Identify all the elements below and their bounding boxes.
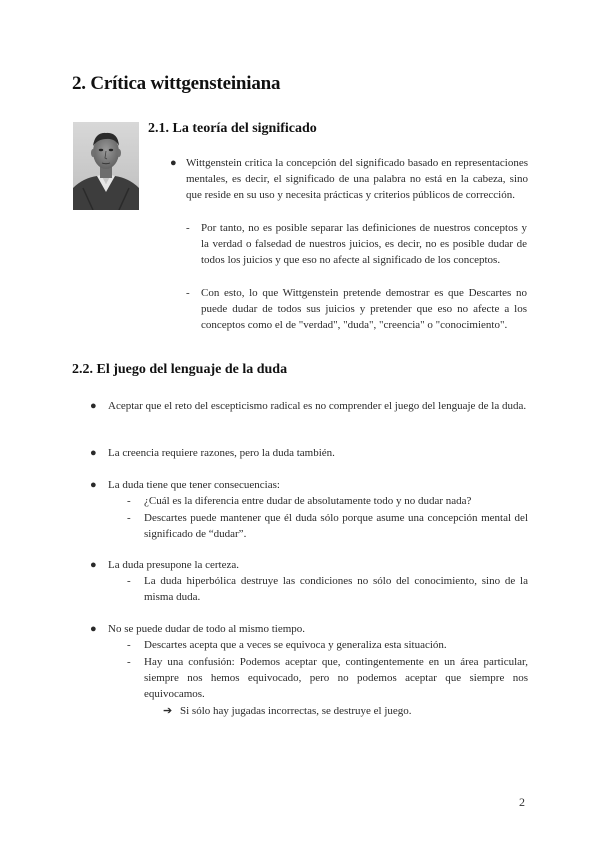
list-item: Por tanto, no es posible separar las definiciones de nuestros conceptos y la verdad o falsedad de nuestros juicios, es decir, no es posible dudar de todos los juicios y que eso no afecte al significado de los conceptos. <box>201 222 527 267</box>
list-item: Aceptar que el reto del escepticismo radical es no comprender el juego del lenguaje de la duda. <box>108 400 527 412</box>
bullet-marker: ● <box>90 559 97 571</box>
page-number: 2 <box>519 795 525 809</box>
portrait-image <box>73 122 139 210</box>
bullet-marker: ● <box>90 623 97 635</box>
dash-marker: - <box>186 222 190 234</box>
list-item: Si sólo hay jugadas incorrectas, se destruye el juego. <box>180 705 412 717</box>
list-item: La creencia requiere razones, pero la duda también. <box>108 447 335 459</box>
dash-marker: - <box>127 512 131 524</box>
list-item: La duda tiene que tener consecuencias: <box>108 479 280 491</box>
bullet-marker: ● <box>90 479 97 491</box>
list-item: Descartes acepta que a veces se equivoca y generaliza esta situación. <box>144 639 447 651</box>
dash-marker: - <box>127 495 131 507</box>
dash-marker: - <box>186 287 190 299</box>
portrait-photo <box>73 122 139 210</box>
subsection-title-1: 2.1. La teoría del significado <box>148 121 317 136</box>
subsection-title-2: 2.2. El juego del lenguaje de la duda <box>72 362 288 377</box>
list-item: Wittgenstein critica la concepción del significado basado en representaciones mentales, es decir, el significado de una palabra no está en la cabeza, sino que reside en su uso y necesita prácticas y criterios públicos de corrección. <box>186 157 528 202</box>
dash-marker: - <box>127 656 131 668</box>
list-item: La duda hiperbólica destruye las condiciones no sólo del conocimiento, sino de la misma duda. <box>144 575 528 604</box>
dash-marker: - <box>127 575 131 587</box>
bullet-marker: ● <box>90 400 97 412</box>
dash-marker: - <box>127 639 131 651</box>
list-item: Con esto, lo que Wittgenstein pretende demostrar es que Descartes no puede dudar de todos sus juicios y pretender que eso no afecte a los conceptos como el de "verdad", "duda", "creencia" o "conocimiento". <box>201 287 527 332</box>
list-item: Hay una confusión: Podemos aceptar que, contingentemente en un área particular, siempre nos hemos equivocado, pero no podemos aceptar que siempre nos equivocamos. <box>144 656 528 701</box>
list-item: No se puede dudar de todo al mismo tiempo. <box>108 623 306 635</box>
bullet-marker: ● <box>90 447 97 459</box>
section-title: 2. Crítica wittgensteiniana <box>72 73 281 94</box>
list-item: ¿Cuál es la diferencia entre dudar de absolutamente todo y no dudar nada? <box>144 495 472 507</box>
arrow-icon: ➔ <box>163 705 173 717</box>
list-item: Descartes puede mantener que él duda sólo porque asume una concepción mental del significado de “dudar”. <box>144 512 528 541</box>
bullet-marker: ● <box>170 157 177 169</box>
list-item: La duda presupone la certeza. <box>108 559 240 571</box>
